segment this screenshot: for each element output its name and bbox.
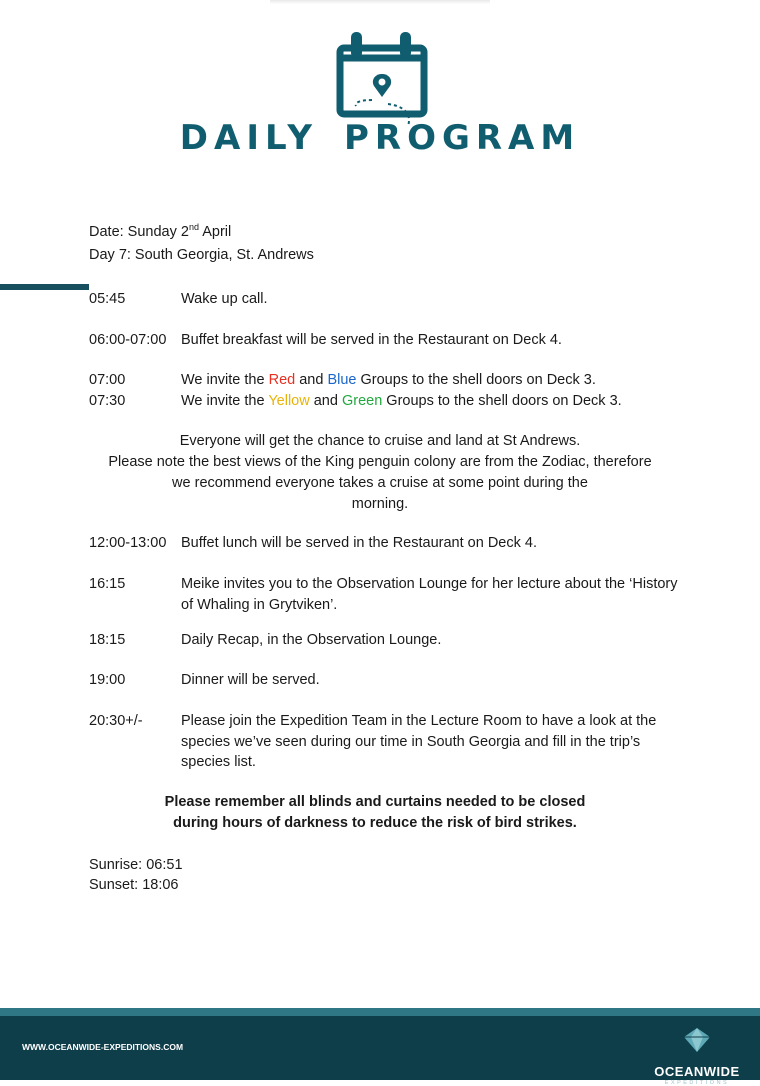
blinds-notice-line: Please remember all blinds and curtains needed to be closed: [164, 794, 586, 810]
schedule-text: Please join the Expedition Team in the Lecture Room to have a look at the species we’ve seen during our time in South Georgia and fill in the trip’s species list.: [181, 713, 657, 770]
footer-stripe: [0, 1008, 760, 1016]
accent-bar: [0, 284, 89, 290]
cruise-note-line: Please note the best views of the King penguin colony are from the Zodiac, therefore: [108, 454, 652, 470]
schedule-text: Dinner will be served.: [181, 672, 320, 688]
schedule-text: Daily Recap, in the Observation Lounge.: [181, 632, 442, 648]
schedule-time: 07:00: [89, 372, 126, 388]
date-ordinal: nd: [188, 222, 199, 232]
group-yellow: Yellow: [268, 393, 310, 409]
blinds-notice: [150, 792, 600, 834]
schedule-time: 05:45: [89, 291, 126, 307]
day-line: Day 7: South Georgia, St. Andrews: [89, 247, 314, 263]
schedule-text: Buffet lunch will be served in the Restaurant on Deck 4.: [181, 535, 537, 551]
group-blue: Blue: [327, 372, 357, 388]
top-shadow: [270, 0, 490, 4]
group-red: Red: [268, 372, 296, 388]
schedule-time: 19:00: [89, 672, 126, 688]
date-line: [89, 218, 231, 241]
sunset-time: Sunset: 18:06: [89, 877, 179, 893]
sunrise-time: Sunrise: 06:51: [89, 857, 183, 873]
website-link[interactable]: WWW.OCEANWIDE-EXPEDITIONS.COM: [22, 1042, 184, 1052]
schedule-time: 16:15: [89, 576, 126, 592]
date-month: April: [198, 223, 232, 240]
cruise-note-line: we recommend everyone takes a cruise at some point during the: [172, 475, 588, 491]
brand-name: OCEANWIDE: [654, 1064, 740, 1079]
schedule-text: Meike invites you to the Observation Lounge for her lecture about the ‘History of Whaling in Grytviken’.: [181, 576, 678, 613]
title-word-program: PROGRAM: [343, 118, 581, 158]
schedule-time: 07:30: [89, 393, 126, 409]
schedule-time: 06:00-07:00: [89, 332, 167, 348]
cruise-note: [88, 431, 672, 515]
schedule-time: 12:00-13:00: [89, 535, 167, 551]
page-title: [0, 118, 760, 158]
schedule-text: Wake up call.: [181, 291, 268, 307]
footer: [0, 1016, 760, 1086]
date-text: Date: Sunday 2: [89, 223, 189, 240]
group-green: Green: [341, 393, 383, 409]
calendar-location-icon: [334, 30, 430, 130]
schedule-time: 18:15: [89, 632, 126, 648]
cruise-note-line: Everyone will get the chance to cruise and land at St Andrews.: [179, 433, 581, 449]
schedule-text: Buffet breakfast will be served in the Restaurant on Deck 4.: [181, 332, 562, 348]
brand-sub: EXPEDITIONS: [664, 1080, 730, 1086]
oceanwide-logo: [645, 1028, 749, 1086]
schedule-text: We invite the Red and Blue Groups to the shell doors on Deck 3.: [181, 372, 596, 388]
schedule-time: 20:30+/-: [89, 713, 143, 729]
cruise-note-line: morning.: [351, 496, 409, 512]
schedule-text: We invite the Yellow and Green Groups to the shell doors on Deck 3.: [181, 393, 622, 409]
diamond-icon: [684, 1028, 710, 1052]
title-word-daily: DAILY: [179, 118, 318, 158]
blinds-notice-line: during hours of darkness to reduce the risk of bird strikes.: [173, 815, 577, 831]
